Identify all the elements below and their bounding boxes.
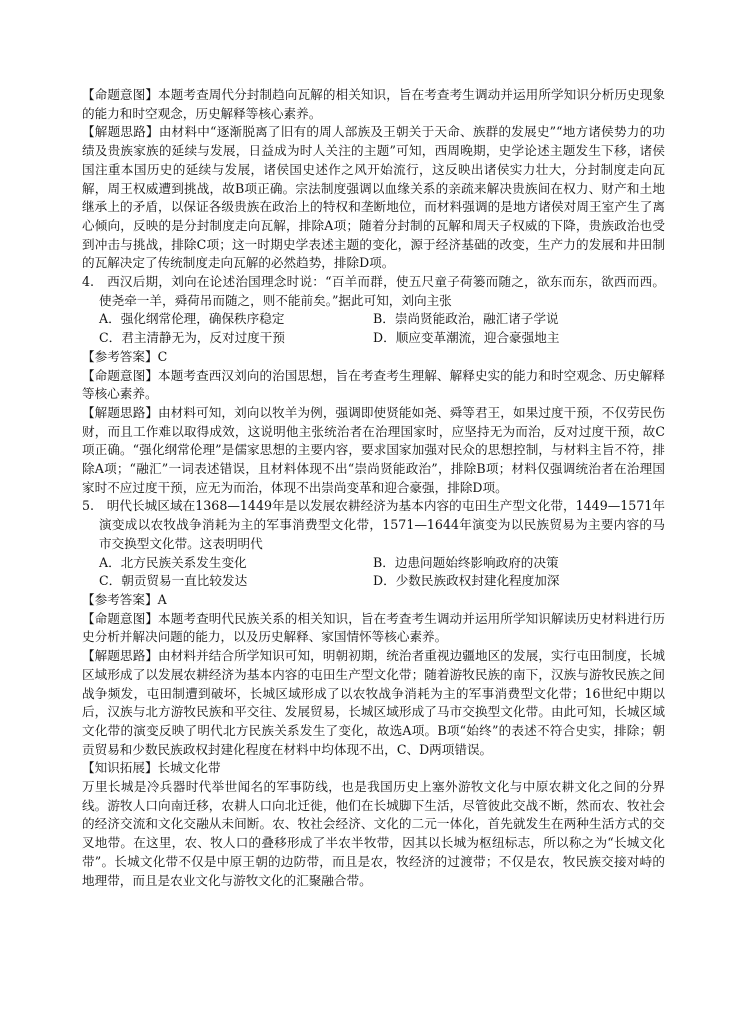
question-4 bbox=[82, 273, 665, 348]
question-4-option-a: A．强化纲常伦理，确保秩序稳定 bbox=[99, 311, 285, 327]
question-4-option-b: B．崇尚贤能政治，融汇诸子学说 bbox=[373, 311, 559, 327]
answer-q5: 【参考答案】A bbox=[82, 591, 167, 607]
analysis-paragraph-q5: 【解题思路】由材料并结合所学知识可知，明朝初期，统治者重视边疆地区的发展，实行屯田制度，长城区域形成了以发展农耕经济为基本内容的屯田生产型文化带；随着游牧民族的南下，汉族与游牧民族之间战争频发，屯田制遭到破坏，长城区域形成了以农牧战争消耗为主的军事消费型文化带；16世纪中期以后，汉族与北方游牧民族和平交往、发展贸易，长城区域形成了马市交换型文化带。由此可知，长城区域文化带的演变反映了明代北方民族关系发生了变化，故选A项。B项“始终”的表述不符合史实，排除；朝贡贸易和少数民族政权封建化程度在材料中均体现不出，C、D两项错误。 bbox=[82, 648, 665, 757]
question-4-options bbox=[82, 310, 665, 347]
question-4-option-d: D．顺应变革潮流，迎合豪强地主 bbox=[373, 330, 560, 346]
question-5-option-b: B．边患问题始终影响政府的决策 bbox=[373, 554, 559, 570]
question-5-stem: 5. 明代长城区域在1368—1449年是以发展农耕经济为基本内容的屯田生产型文化带，1449—1571年演变成以农牧战争消耗为主的军事消费型文化带，1571—1644年演变为以民族贸易为主要内容的马市交换型文化带。这表明明代 bbox=[82, 498, 665, 551]
question-5-option-c: C．朝贡贸易一直比较发达 bbox=[99, 573, 248, 589]
intent-paragraph-q5: 【命题意图】本题考查明代民族关系的相关知识，旨在考查考生调动并运用所学知识解读历史材料进行历史分析并解决问题的能力，以及历史解释、家国情怀等核心素养。 bbox=[82, 610, 665, 645]
knowledge-extension-title: 【知识拓展】长城文化带 bbox=[82, 760, 221, 776]
answer-q4: 【参考答案】C bbox=[82, 348, 168, 364]
question-5-option-d: D．少数民族政权封建化程度加深 bbox=[373, 573, 560, 589]
question-4-stem: 4. 西汉后期，刘向在论述治国理念时说：“百羊而群，使五尺童子荷篓而随之，欲东而东，欲西而西。使尧牵一羊，舜荷吊而随之，则不能前矣。”据此可知，刘向主张 bbox=[82, 274, 665, 308]
intent-paragraph-q4: 【命题意图】本题考查西汉刘向的治国思想，旨在考查考生理解、解释史实的能力和时空观念、历史解释等核心素养。 bbox=[82, 367, 665, 402]
analysis-paragraph-q4: 【解题思路】由材料可知，刘向以牧羊为例，强调即使贤能如尧、舜等君王，如果过度干预，不仅劳民伤财，而且工作难以取得成效，这说明他主张统治者在治理国家时，应坚持无为而治，反对过度干预，故C项正确。“强化纲常伦理”是儒家思想的主要内容，要求国家加强对民众的思想控制，与材料主旨不符，排除A项；“融汇”一词表述错误，且材料体现不出“崇尚贤能政治”，排除B项；材料仅强调统治者在治理国家时不应过度干预，应无为而治，体现不出崇尚变革和迎合豪强，排除D项。 bbox=[82, 404, 665, 495]
intent-paragraph-q3: 【命题意图】本题考查周代分封制趋向瓦解的相关知识，旨在考查考生调动并运用所学知识分析历史现象的能力和时空观念，历史解释等核心素养。 bbox=[82, 87, 665, 121]
knowledge-extension-body: 万里长城是冷兵器时代举世闻名的军事防线，也是我国历史上塞外游牧文化与中原农耕文化之间的分界线。游牧人口向南迁移，农耕人口向北迁徙，他们在长城脚下生活，尽管彼此交战不断，然而农、牧社会的经济交流和文化交融从未间断。农、牧社会经济、文化的二元一体化，首先就发生在两种生活方式的交叉地带。在这里，农、牧人口的叠移形成了半农半牧带，因其以长城为枢纽标志，所以称之为“长城文化带”。长城文化带不仅是中原王朝的边防带，而且是农，牧经济的过渡带；不仅是农，牧民族交接对峙的地理带，而且是农业文化与游牧文化的汇聚融合带。 bbox=[82, 779, 665, 888]
question-5 bbox=[82, 497, 665, 591]
question-5-options bbox=[82, 554, 665, 591]
analysis-paragraph-q3: 【解题思路】由材料中“逐渐脱离了旧有的周人部族及王朝关于天命、族群的发展史”“地方诸侯势力的功绩及贵族家族的延续与发展，日益成为时人关注的主题”可知，西周晚期，史学论述主题发生下移，诸侯国注重本国历史的延续与发展，诸侯国史述作之风开始流行，这反映出诸侯实力壮大，分封制度走向瓦解，周王权威遭到挑战，故B项正确。宗法制度强调以血缘关系的亲疏来解决贵族间在权力、财产和土地继承上的矛盾，以保证各级贵族在政治上的特权和垄断地位，而材料强调的是地方诸侯对周王室产生了离心倾向，反映的是分封制度走向瓦解，排除A项；随着分封制的瓦解和周天子权威的下降，贵族政治也受到冲击与挑战，排除C项；这一时期史学表述主题的变化，源于经济基础的改变，生产力的发展和井田制的瓦解决定了传统制度走向瓦解的必然趋势，排除D项。 bbox=[82, 124, 665, 271]
question-4-option-c: C．君主清静无为，反对过度干预 bbox=[99, 330, 285, 346]
question-5-option-a: A．北方民族关系发生变化 bbox=[99, 554, 247, 570]
